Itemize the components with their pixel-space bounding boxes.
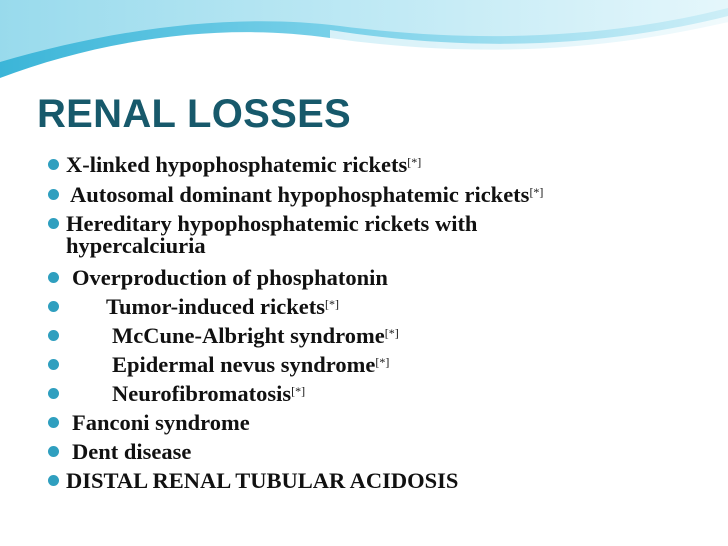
bullet-icon <box>48 475 59 486</box>
reference-marker: [*] <box>407 155 422 169</box>
item-text: Fanconi syndrome <box>72 410 250 435</box>
reference-marker: [*] <box>324 297 339 311</box>
item-text: X-linked hypophosphatemic rickets <box>66 152 408 177</box>
bullet-icon <box>48 417 59 428</box>
bullet-icon <box>48 189 59 200</box>
bullet-icon <box>48 272 59 283</box>
item-text: Neurofibromatosis <box>112 381 292 406</box>
item-text: Dent disease <box>72 439 192 464</box>
item-text: DISTAL RENAL TUBULAR ACIDOSIS <box>66 468 459 493</box>
bullet-icon <box>48 159 59 170</box>
bullet-icon <box>48 446 59 457</box>
bullet-icon <box>48 388 59 399</box>
slide-title: RENAL LOSSES <box>37 92 352 136</box>
bullet-icon <box>48 359 59 370</box>
item-text: McCune-Albright syndrome <box>112 323 385 348</box>
bullet-icon <box>48 218 59 229</box>
reference-marker: [*] <box>291 384 306 398</box>
reference-marker: [*] <box>384 326 399 340</box>
bullet-icon <box>48 301 59 312</box>
item-text: Overproduction of phosphatonin <box>72 265 388 290</box>
reference-marker: [*] <box>375 355 390 369</box>
item-text: Tumor-induced rickets <box>106 294 325 319</box>
bullet-icon <box>48 330 59 341</box>
reference-marker: [*] <box>529 185 544 199</box>
item-text: Hereditary hypophosphatemic rickets with hypercalciuria <box>66 211 478 258</box>
item-text: Autosomal dominant hypophosphatemic rickets <box>70 182 530 207</box>
item-text: Epidermal nevus syndrome <box>112 352 376 377</box>
